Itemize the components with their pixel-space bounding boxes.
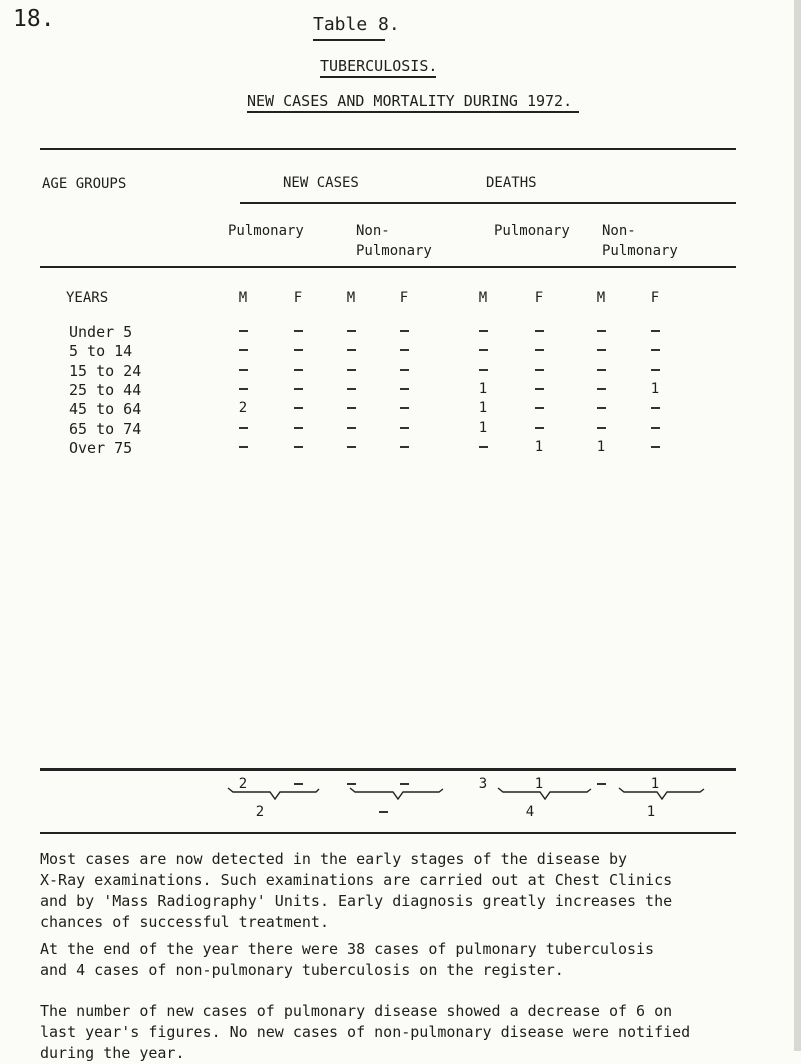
header-age-groups: AGE GROUPS xyxy=(42,176,127,192)
dash-mark xyxy=(379,811,388,813)
table-subtitle: NEW CASES AND MORTALITY DURING 1972. xyxy=(247,92,573,110)
table-cell xyxy=(640,439,670,455)
dash-mark xyxy=(239,369,248,371)
dash-mark xyxy=(651,427,660,429)
table-cell xyxy=(336,323,366,339)
header-non-pulmonary-new-2: Pulmonary xyxy=(356,243,432,259)
page-number: 18. xyxy=(13,6,55,32)
table-cell xyxy=(336,362,366,378)
table-cell xyxy=(586,323,616,339)
dash-mark xyxy=(535,427,544,429)
dash-mark xyxy=(239,349,248,351)
table-cell xyxy=(336,400,366,416)
header-non-pulmonary-new: Non- xyxy=(356,223,390,239)
dash-mark xyxy=(239,388,248,390)
table-cell xyxy=(389,420,419,436)
table-cell xyxy=(640,362,670,378)
table-cell xyxy=(228,362,258,378)
table-cell xyxy=(283,362,313,378)
dash-mark xyxy=(294,446,303,448)
age-group-label: 65 to 74 xyxy=(69,420,142,438)
age-group-label: 15 to 24 xyxy=(69,362,142,380)
dash-mark xyxy=(400,349,409,351)
table-cell xyxy=(389,381,419,397)
table-cell xyxy=(586,362,616,378)
dash-mark xyxy=(294,388,303,390)
totals-top-rule xyxy=(40,768,736,771)
dash-mark xyxy=(479,369,488,371)
paragraph-register: At the end of the year there were 38 cases of pulmonary tuberculosis and 4 cases of non-pulmonary tuberculosis on the register. xyxy=(40,940,655,979)
table-cell xyxy=(524,342,554,358)
dash-mark xyxy=(347,330,356,332)
header-rule xyxy=(240,202,736,204)
dash-mark xyxy=(400,446,409,448)
dash-mark xyxy=(597,349,606,351)
paragraph-detection: Most cases are now detected in the early stages of the disease by X-Ray examinations. Such examinations are carried out at Chest Clinics and by 'Mass Radiography' Units. Early diagnosis greatly increases the chances of successful treatment. xyxy=(40,850,673,931)
table-cell xyxy=(524,400,554,416)
age-group-label: 45 to 64 xyxy=(69,400,142,418)
header-non-pulmonary-deaths: Non- xyxy=(602,223,636,239)
dash-mark xyxy=(400,330,409,332)
table-cell xyxy=(283,342,313,358)
group-total-cell: 2 xyxy=(255,804,265,820)
table-cell xyxy=(283,400,313,416)
table-cell xyxy=(586,381,616,397)
table-cell xyxy=(524,381,554,397)
sex-label: M xyxy=(346,290,356,306)
table-cell xyxy=(389,439,419,455)
dash-mark xyxy=(597,388,606,390)
dash-mark xyxy=(294,407,303,409)
dash-mark xyxy=(535,369,544,371)
table-cell xyxy=(228,439,258,455)
subtitle-underline xyxy=(247,111,579,113)
table-cell xyxy=(524,420,554,436)
table-cell xyxy=(336,342,366,358)
table-cell xyxy=(389,323,419,339)
table-cell xyxy=(336,420,366,436)
table-cell xyxy=(586,400,616,416)
dash-mark xyxy=(239,446,248,448)
sex-label: M xyxy=(238,290,248,306)
header-pulmonary-new: Pulmonary xyxy=(228,223,304,239)
table-cell xyxy=(468,362,498,378)
dash-mark xyxy=(347,446,356,448)
table-cell xyxy=(468,342,498,358)
table-number: Table 8. xyxy=(313,14,400,35)
table-cell xyxy=(389,362,419,378)
table-cell: 1 xyxy=(534,439,544,455)
header-non-pulmonary-deaths-2: Pulmonary xyxy=(602,243,678,259)
dash-mark xyxy=(651,369,660,371)
dash-mark xyxy=(400,407,409,409)
header-years: YEARS xyxy=(66,290,109,306)
group-total-cell: 4 xyxy=(525,804,535,820)
table-cell xyxy=(228,420,258,436)
sex-label: F xyxy=(293,290,303,306)
table-cell xyxy=(586,420,616,436)
dash-mark xyxy=(535,407,544,409)
dash-mark xyxy=(347,369,356,371)
dash-mark xyxy=(294,427,303,429)
group-total-cell xyxy=(368,804,398,820)
table-cell xyxy=(283,420,313,436)
table-cell xyxy=(640,400,670,416)
dash-mark xyxy=(479,446,488,448)
table-cell xyxy=(640,323,670,339)
dash-mark xyxy=(535,388,544,390)
dash-mark xyxy=(400,369,409,371)
dash-mark xyxy=(347,427,356,429)
page-edge-shadow xyxy=(794,0,801,1051)
table-cell xyxy=(468,323,498,339)
header-new-cases: NEW CASES xyxy=(283,175,359,191)
group-total-cell: 1 xyxy=(646,804,656,820)
table-cell xyxy=(283,439,313,455)
total-cell: 2 xyxy=(238,776,248,792)
dash-mark xyxy=(651,330,660,332)
table-cell xyxy=(389,342,419,358)
dash-mark xyxy=(239,427,248,429)
dash-mark xyxy=(651,349,660,351)
header-pulmonary-deaths: Pulmonary xyxy=(494,223,570,239)
sex-label: F xyxy=(534,290,544,306)
total-cell: 3 xyxy=(478,776,488,792)
table-cell xyxy=(640,420,670,436)
title-underline xyxy=(320,76,436,78)
table-cell xyxy=(336,439,366,455)
age-group-label: 25 to 44 xyxy=(69,381,142,399)
total-cell: 1 xyxy=(534,776,544,792)
dash-mark xyxy=(347,388,356,390)
table-cell xyxy=(283,323,313,339)
age-group-label: Over 75 xyxy=(69,439,133,457)
group-braces xyxy=(225,785,745,807)
header-deaths: DEATHS xyxy=(486,175,537,191)
table-cell xyxy=(586,342,616,358)
sex-label: M xyxy=(478,290,488,306)
table-bottom-rule xyxy=(40,832,736,834)
dash-mark xyxy=(347,407,356,409)
dash-mark xyxy=(651,446,660,448)
dash-mark xyxy=(651,407,660,409)
table-cell: 1 xyxy=(650,381,660,397)
table-cell: 1 xyxy=(478,400,488,416)
total-cell: 1 xyxy=(650,776,660,792)
table-cell xyxy=(336,381,366,397)
table-cell xyxy=(228,342,258,358)
table-cell: 1 xyxy=(478,381,488,397)
table-cell: 1 xyxy=(478,420,488,436)
dash-mark xyxy=(294,349,303,351)
table-cell xyxy=(640,342,670,358)
dash-mark xyxy=(400,427,409,429)
dash-mark xyxy=(479,330,488,332)
sex-label: F xyxy=(399,290,409,306)
dash-mark xyxy=(535,349,544,351)
dash-mark xyxy=(535,330,544,332)
table-top-rule xyxy=(40,148,736,150)
dash-mark xyxy=(239,330,248,332)
age-group-label: Under 5 xyxy=(69,323,133,341)
table-cell: 2 xyxy=(238,400,248,416)
table-cell xyxy=(524,323,554,339)
sex-label: F xyxy=(650,290,660,306)
table-cell xyxy=(389,400,419,416)
dash-mark xyxy=(597,369,606,371)
table-cell: 1 xyxy=(596,439,606,455)
dash-mark xyxy=(294,369,303,371)
dash-mark xyxy=(479,349,488,351)
paragraph-decrease: The number of new cases of pulmonary disease showed a decrease of 6 on last year's figures. No new cases of non-pulmonary disease were notified during the year. xyxy=(40,1002,691,1062)
table-cell xyxy=(468,439,498,455)
dash-mark xyxy=(400,388,409,390)
table-cell xyxy=(524,362,554,378)
table-cell xyxy=(228,323,258,339)
dash-mark xyxy=(294,330,303,332)
table-cell xyxy=(283,381,313,397)
sex-label: M xyxy=(596,290,606,306)
table-number-underline xyxy=(313,39,385,41)
dash-mark xyxy=(597,427,606,429)
subheader-rule xyxy=(40,266,736,268)
dash-mark xyxy=(347,349,356,351)
dash-mark xyxy=(597,407,606,409)
dash-mark xyxy=(597,330,606,332)
age-group-label: 5 to 14 xyxy=(69,342,133,360)
table-title: TUBERCULOSIS. xyxy=(320,57,438,75)
table-cell xyxy=(228,381,258,397)
